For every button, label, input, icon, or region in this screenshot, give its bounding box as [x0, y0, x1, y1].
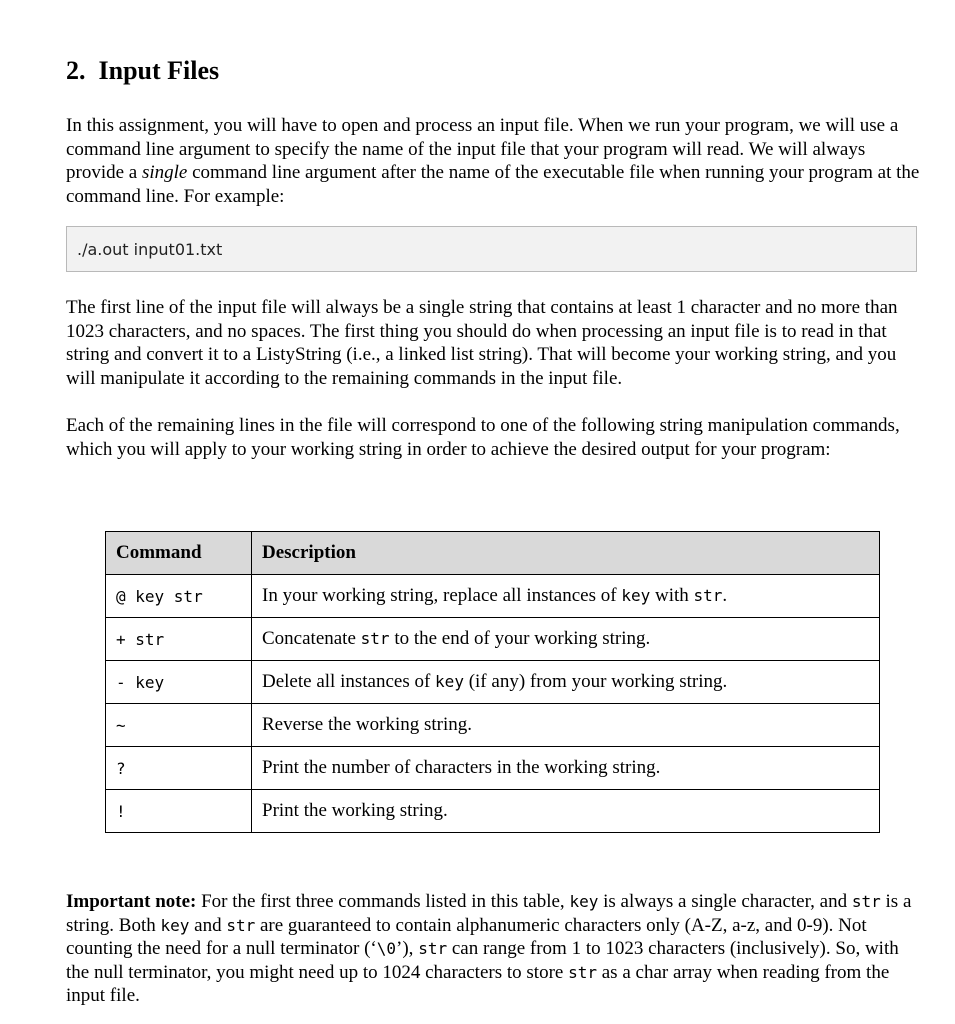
table-row: [106, 575, 880, 618]
command-cell: + str: [106, 618, 252, 661]
description-cell: Print the working string.: [252, 790, 880, 833]
command-cell: !: [106, 790, 252, 833]
intro-paragraph: In this assignment, you will have to open and process an input file. When we run your program, we will use a command line argument to specify the name of the input file that your program will read. We will always provide a single command line argument after the name of the executable file when running your program at the command line. For example:: [66, 115, 920, 207]
header-command: Command: [106, 532, 252, 575]
header-description: Description: [252, 532, 880, 575]
command-cell: ?: [106, 747, 252, 790]
command-cell: - key: [106, 661, 252, 704]
command-cell: @ key str: [106, 575, 252, 618]
description-cell: In your working string, replace all instances of key with str.: [252, 575, 880, 618]
command-cell: ~: [106, 704, 252, 747]
description-cell: Print the number of characters in the working string.: [252, 747, 880, 790]
table-row: [106, 661, 880, 704]
example-command-box: ./a.out input01.txt: [66, 226, 917, 272]
table-row: [106, 704, 880, 747]
commands-table: [105, 531, 880, 833]
table-row: [106, 618, 880, 661]
emphasis-single: single: [141, 162, 188, 183]
table-row: [106, 747, 880, 790]
commands-intro-paragraph: Each of the remaining lines in the file will correspond to one of the following string manipulation commands, which you will apply to your working string in order to achieve the desired output for your program:: [66, 415, 900, 460]
section-title: Input Files: [98, 56, 220, 85]
section-heading: [66, 56, 219, 86]
section-number: 2.: [66, 56, 86, 85]
first-line-paragraph: The first line of the input file will always be a single string that contains at least 1 character and no more than 1023 characters, and no spaces. The first thing you should do when processing an input file is to read in that string and convert it to a ListyString (i.e., a linked list string). That will become your working string, and you will manipulate it according to the remaining commands in the input file.: [66, 297, 898, 389]
description-cell: Concatenate str to the end of your working string.: [252, 618, 880, 661]
description-cell: Delete all instances of key (if any) from your working string.: [252, 661, 880, 704]
table-row: [106, 790, 880, 833]
important-note-paragraph: Important note: For the first three commands listed in this table, key is always a single character, and str is a string. Both key and str are guaranteed to contain alphanumeric characters only (A-Z, a-z, and 0-9). Not counting the need for a null terminator (‘\0’), str can range from 1 to 1023 characters (inclusively). So, with the null terminator, you might need up to 1024 characters to store str as a char array when reading from the input file.: [66, 891, 912, 1006]
description-cell: Reverse the working string.: [252, 704, 880, 747]
table-header-row: [106, 532, 880, 575]
important-note-label: Important note:: [66, 891, 197, 912]
